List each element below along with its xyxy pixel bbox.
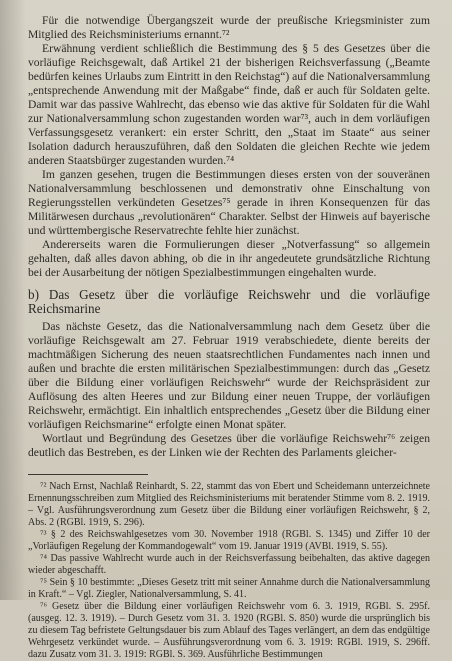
- footnotes: [28, 481, 430, 661]
- paragraph: Im ganzen gesehen, trugen die Bestimmungen dieses ersten von der souveränen Nationalversammlung beschlossenen und demonstrativ ohne Einschaltung von Regierungsstellen verkündeten Gesetzes⁷⁵ gerade in ihren Konsequenzen für das Militärwesen durchaus „revolutionären“ Charakter. Selbst der Hinweis auf bayerische und württembergische Reservatrechte fehlte hier zunächst.: [28, 168, 430, 237]
- paragraph: Erwähnung verdient schließlich die Bestimmung des § 5 des Gesetzes über die vorläufige Reichsgewalt, daß Artikel 21 der bisherigen Reichsverfassung („Beamte bedürfen keines Urlaubs zum Eintritt in den Reichstag“) auf die Nationalversammlung „entsprechende Anwendung mit der Maßgabe“ finde, daß er auch für Soldaten gelte. Damit war das passive Wahlrecht, das ebenso wie das aktive für Soldaten für die Wahl zur Nationalversammlung schon zugestanden worden war⁷³, auch in dem vorläufigen Verfassungsgesetz verankert: ein erster Schritt, den „Staat im Staate“ aus seiner Isolation dadurch herauszuführen, daß den Soldaten die gleichen Rechte wie jedem anderen Staatsbürger zugestanden wurden.⁷⁴: [28, 42, 430, 167]
- paragraph: Das nächste Gesetz, das die Nationalversammlung nach dem Gesetz über die vorläufige Reichsgewalt am 27. Februar 1919 verabschiedete, diente bereits der machtmäßigen Sicherung des neuen staatsrechtlichen Fundamentes nach innen und außen und brachte die ersten militärischen Spezialbestimmungen: durch das „Gesetz über die Bildung einer vorläufigen Reichswehr“ wurde der Reichspräsident zur Auflösung des alten Heeres und zur Bildung einer neuen Truppe, der vorläufigen Reichswehr, ermächtigt. Ein inhaltlich entsprechendes „Gesetz über die Bildung einer vorläufigen Reichsmarine“ erfolgte einen Monat später.: [28, 320, 430, 431]
- footnote: ⁷⁵ Sein § 10 bestimmte: „Dieses Gesetz tritt mit seiner Annahme durch die Nationalversammlung in Kraft.“ – Vgl. Ziegler, Nationalversammlung, S. 41.: [28, 577, 430, 600]
- footnote: ⁷³ § 2 des Reichswahlgesetzes vom 30. November 1918 (RGBl. S. 1345) und Ziffer 10 der „Vorläufigen Regelung der Kommandogewalt“ vom 19. Januar 1919 (AVBl. 1919, S. 55).: [28, 529, 430, 552]
- paragraph: Andererseits waren die Formulierungen dieser „Notverfassung“ so allgemein gehalten, daß alles davon abhing, ob die in ihr angedeutete grundsätzliche Richtung bei der Ausarbeitung der nötigen Spezialbestimmungen eingehalten wurde.: [28, 238, 430, 279]
- page-gutter-shadow: [0, 0, 26, 600]
- footnote: ⁷⁴ Das passive Wahlrecht wurde auch in der Reichsverfassung beibehalten, das aktive dagegen wieder abgeschafft.: [28, 553, 430, 576]
- page-content: [28, 14, 430, 661]
- paragraph: Wortlaut und Begründung des Gesetzes über die vorläufige Reichswehr⁷⁶ zeigen deutlich das Bestreben, es der Linken wie der Rechten des Parlaments gleicher-: [28, 432, 430, 459]
- paragraph: Für die notwendige Übergangszeit wurde der preußische Kriegsminister zum Mitglied des Reichsministeriums ernannt.⁷²: [28, 14, 430, 41]
- footnote: ⁷² Nach Ernst, Nachlaß Reinhardt, S. 22, stammt das von Ebert und Scheidemann unterzeichnete Ernennungsschreiben zum Mitglied des Reichsministeriums mit beratender Stimme vom 8. 2. 1919. – Vgl. Ausführungsverordnung zum Gesetz über die Bildung einer vorläufigen Reichswehr, § 2, Abs. 2 (RGBl. 1919, S. 296).: [28, 481, 430, 528]
- section-heading: b) Das Gesetz über die vorläufige Reichswehr und die vorläufige Reichsmarine: [28, 287, 430, 316]
- footnote-divider: [28, 474, 148, 475]
- footnote: ⁷⁶ Gesetz über die Bildung einer vorläufigen Reichswehr vom 6. 3. 1919, RGBl. S. 295f. (ausgeg. 12. 3. 1919). – Durch Gesetz vom 31. 3. 1920 (RGBl. S. 850) wurde die ursprünglich bis zu diesem Tag befristete Geltungsdauer bis zum Ablauf des Tages verlängert, an dem das endgültige Wehrgesetz verkündet wurde. – Ausführungsverordnung vom 6. 3. 1919: RGBl. 1919, S. 296ff. dazu Zusatz vom 31. 3. 1919: RGBl. S. 369. Ausführliche Bestimmungen: [28, 601, 430, 660]
